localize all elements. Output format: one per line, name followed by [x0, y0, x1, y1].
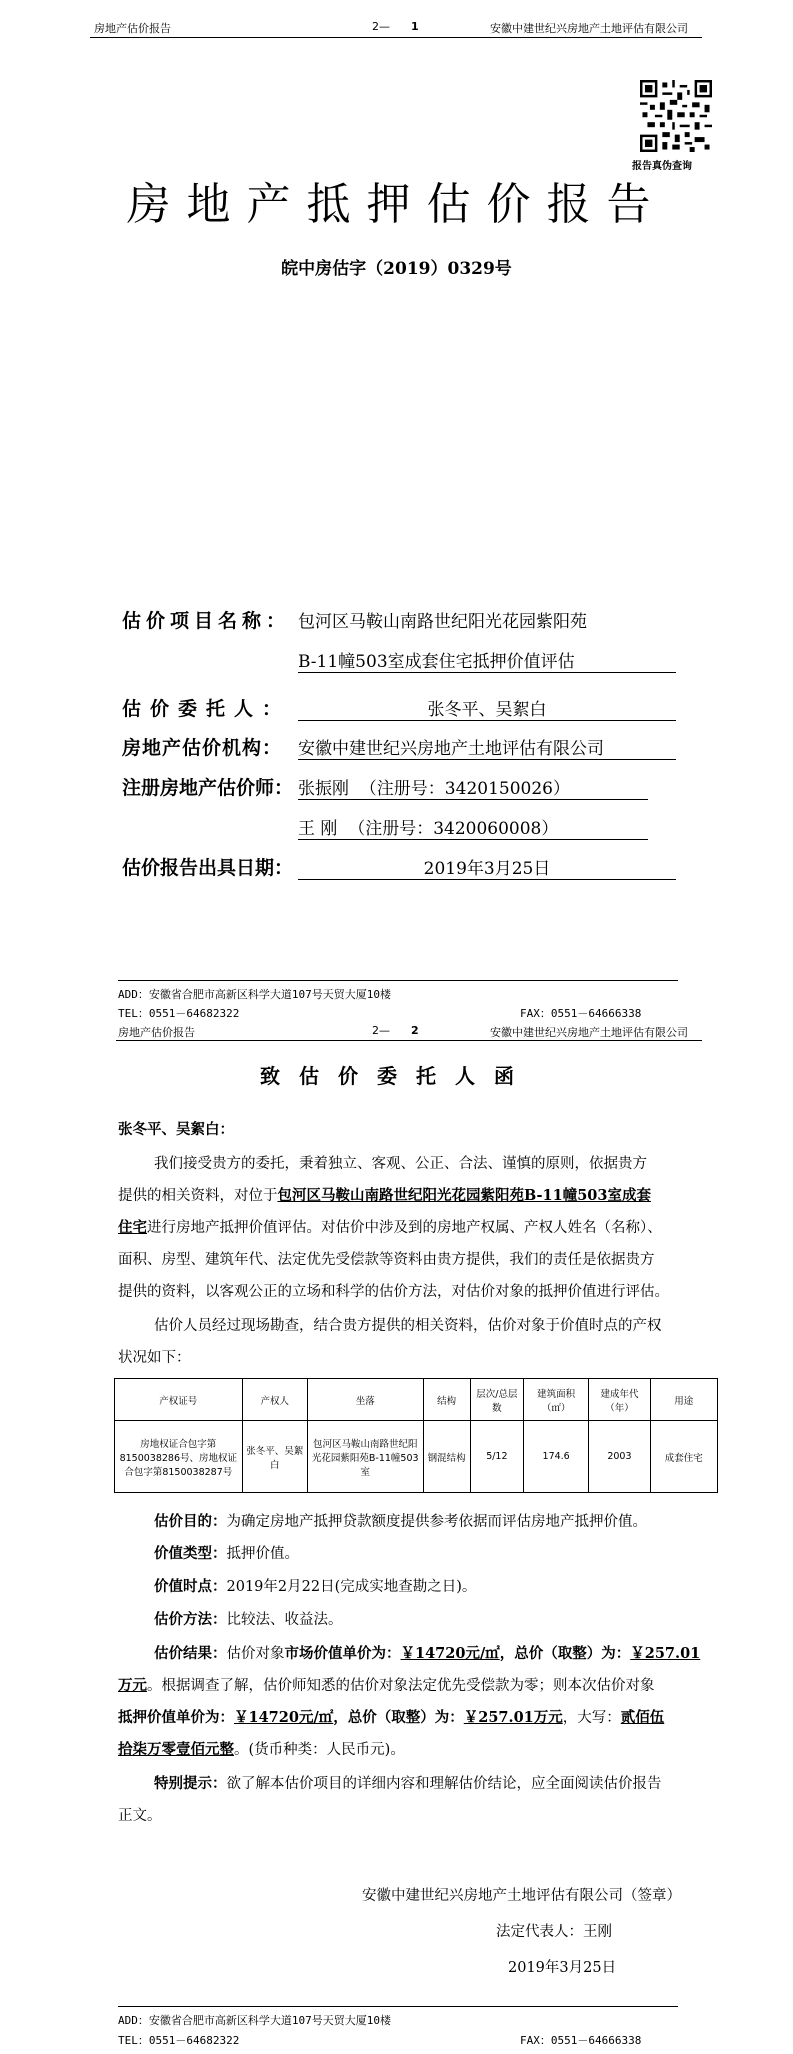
qr-caption: 报告真伪查询	[632, 161, 692, 172]
result-line-4: 拾柒万零壹佰元整。(货币种类：人民币元)。	[118, 1741, 405, 1758]
para2-line1: 估价人员经过现场勘查，结合贵方提供的相关资料，估价对象于价值时点的产权	[154, 1318, 662, 1334]
table-header: 建成年代（年）	[589, 1379, 650, 1421]
client-label: 估价委托人：	[122, 698, 291, 720]
header-right: 安徽中建世纪兴房地产土地评估有限公司	[490, 1026, 688, 1039]
appraiser-1: 张振刚 （注册号：3420150026）	[298, 774, 648, 800]
table-header: 坐落	[307, 1379, 423, 1421]
header-left: 房地产估价报告	[118, 1026, 195, 1039]
header-rule	[116, 1040, 702, 1041]
header-right: 安徽中建世纪兴房地产土地评估有限公司	[490, 22, 688, 35]
project-line-1: 包河区马鞍山南路世纪阳光花园紫阳苑	[298, 612, 587, 632]
property-table	[114, 1378, 718, 1493]
table-header: 建筑面积（㎡）	[523, 1379, 588, 1421]
client-value: 张冬平、吴絮白	[298, 695, 676, 721]
footer-fax: FAX：0551－64666338	[520, 1007, 642, 1020]
header-center: 2— 2	[372, 1024, 419, 1037]
signature-company: 安徽中建世纪兴房地产土地评估有限公司（签章）	[362, 1888, 681, 1904]
project-label: 估价项目名称：	[122, 610, 291, 632]
report-title: 房地产抵押估价报告	[126, 179, 667, 230]
notice-line-2: 正文。	[118, 1808, 162, 1824]
signature-date: 2019年3月25日	[508, 1960, 617, 1976]
appraiser-label: 注册房地产估价师：	[122, 777, 294, 799]
para1-line3: 住宅进行房地产抵押价值评估。对估价中涉及到的房地产权属、产权人姓名（名称）、	[118, 1219, 662, 1236]
header-left: 房地产估价报告	[94, 22, 171, 35]
footer-rule	[118, 980, 678, 981]
result-line-1: 估价结果：估价对象市场价值单价为：￥14720元/㎡，总价（取整）为：￥257.01	[154, 1645, 701, 1662]
table-cell: 包河区马鞍山南路世纪阳光花园紫阳苑B-11幢503室	[307, 1421, 423, 1493]
table-cell: 5/12	[470, 1421, 523, 1493]
notice-line-1: 特别提示：欲了解本估价项目的详细内容和理解估价结论，应全面阅读估价报告	[154, 1775, 662, 1792]
result-line-2: 万元。根据调查了解，估价师知悉的估价对象法定优先受偿款为零；则本次估价对象	[118, 1677, 655, 1694]
purpose-line: 估价目的：为确定房地产抵押贷款额度提供参考依据而评估房地产抵押价值。	[154, 1513, 647, 1530]
table-header: 层次/总层数	[470, 1379, 523, 1421]
para1-line1: 我们接受贵方的委托，秉着独立、客观、公正、合法、谨慎的原则，依据贵方	[154, 1156, 647, 1172]
footer-tel: TEL：0551－64682322	[118, 1007, 240, 1020]
letter-title: 致估价委托人函	[260, 1064, 533, 1088]
report-number: 皖中房估字（2019）0329号	[281, 259, 512, 279]
table-cell: 钢混结构	[423, 1421, 470, 1493]
salutation: 张冬平、吴絮白：	[118, 1121, 234, 1138]
method-line: 估价方法：比较法、收益法。	[154, 1611, 343, 1628]
table-header: 产权人	[242, 1379, 307, 1421]
para1-line2: 提供的相关资料，对位于包河区马鞍山南路世纪阳光花园紫阳苑B-11幢503室成套	[118, 1187, 651, 1204]
para1-line5: 提供的资料，以客观公正的立场和科学的估价方法，对估价对象的抵押价值进行评估。	[118, 1284, 669, 1300]
date-value: 2019年3月25日	[298, 854, 676, 880]
appraiser-2: 王 刚 （注册号：3420060008）	[298, 814, 648, 840]
value-time-line: 价值时点：2019年2月22日(完成实地查勘之日)。	[154, 1578, 477, 1595]
value-type-line: 价值类型：抵押价值。	[154, 1545, 299, 1562]
result-line-3: 抵押价值单价为：￥14720元/㎡，总价（取整）为：￥257.01万元，大写：贰佰伍	[118, 1709, 665, 1726]
qr-code-icon[interactable]	[640, 80, 712, 152]
table-cell: 174.6	[523, 1421, 588, 1493]
footer-address: ADD：安徽省合肥市高新区科学大道107号天贸大厦10楼	[118, 988, 391, 1001]
table-cell: 房地权证合包字第8150038286号、房地权证合包字第8150038287号	[115, 1421, 243, 1493]
footer-address: ADD：安徽省合肥市高新区科学大道107号天贸大厦10楼	[118, 2014, 391, 2027]
para2-line2: 状况如下：	[118, 1350, 191, 1366]
table-header: 产权证号	[115, 1379, 243, 1421]
agency-value: 安徽中建世纪兴房地产土地评估有限公司	[298, 734, 676, 760]
table-header-row	[115, 1379, 718, 1421]
signature-representative: 法定代表人：王刚	[496, 1924, 612, 1940]
footer-fax: FAX：0551－64666338	[520, 2034, 642, 2047]
project-line-2: B-11幢503室成套住宅抵押价值评估	[298, 647, 676, 673]
table-header: 结构	[423, 1379, 470, 1421]
para1-line4: 面积、房型、建筑年代、法定优先受偿款等资料由贵方提供，我们的责任是依据贵方	[118, 1252, 655, 1268]
table-cell: 成套住宅	[650, 1421, 717, 1493]
header-rule	[90, 37, 702, 38]
table-row	[115, 1421, 718, 1493]
footer-rule	[118, 2006, 678, 2007]
date-label: 估价报告出具日期：	[122, 857, 294, 879]
footer-tel: TEL：0551－64682322	[118, 2034, 240, 2047]
agency-label: 房地产估价机构：	[122, 737, 283, 759]
table-header: 用途	[650, 1379, 717, 1421]
table-cell: 2003	[589, 1421, 650, 1493]
header-center: 2— 1	[372, 20, 419, 33]
table-cell: 张冬平、吴絮白	[242, 1421, 307, 1493]
